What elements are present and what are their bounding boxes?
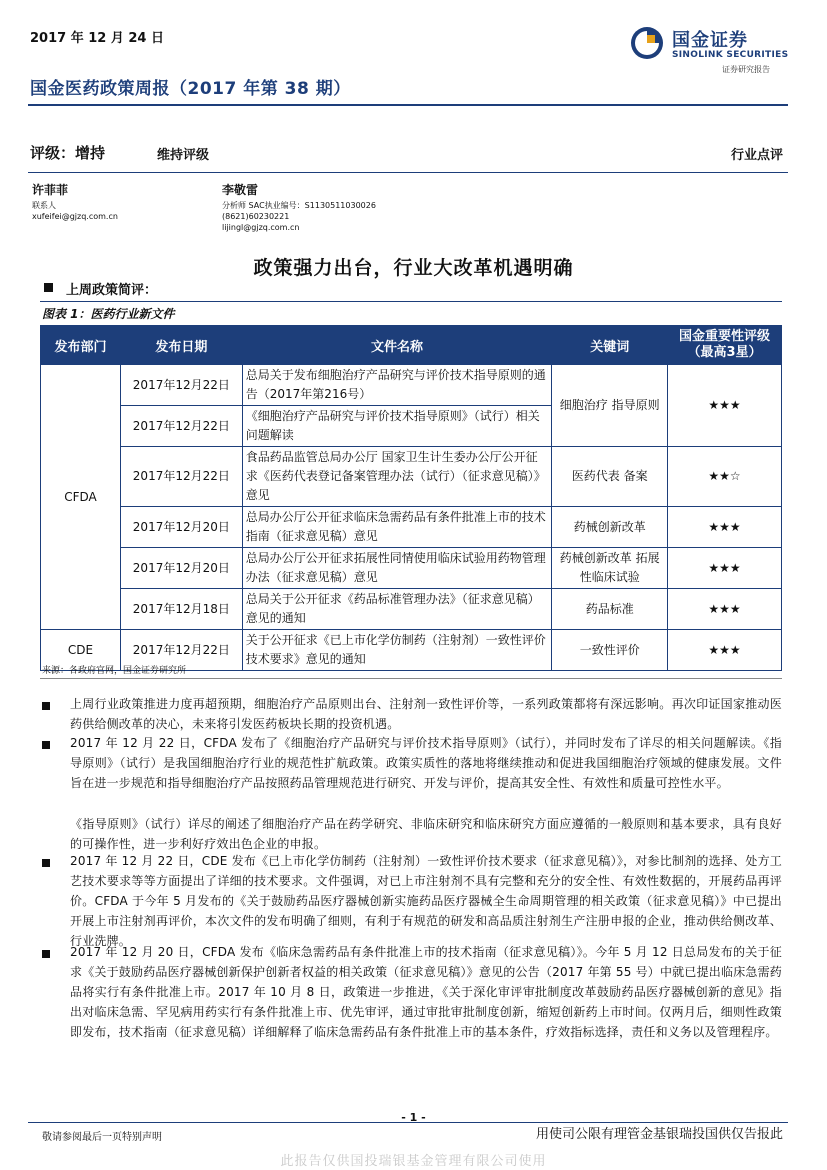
disclaimer-note: 敬请参阅最后一页特别声明	[42, 1132, 162, 1143]
col-header-date: 发布日期	[120, 326, 242, 365]
cell-date: 2017年12月22日	[120, 406, 242, 447]
rating-label: 评级：增持	[30, 144, 106, 162]
logo-name-en: SINOLINK SECURITIES	[672, 50, 789, 60]
bullet-icon	[42, 859, 50, 867]
watermark: 此报告仅供国投瑞银基金管理有限公司使用	[280, 1154, 547, 1169]
company-logo-icon	[630, 26, 664, 60]
analyst-phone: (8621)60230221	[222, 212, 290, 221]
analyst-name: 李敬雷	[222, 183, 259, 197]
body-paragraph: 2017 年 12 月 22 日，CDE 发布《已上市化学仿制药（注射剂）一致性评价技术要求（征求意见稿）》，对参比制剂的选择、处方工艺技术要求等等方面提出了详细的技术要求。文件强调，对已上市注射剂不具有完整和充分的安全性、有效性数据的，开展药品再评价。CFDA 于今年 5 月发布的《关于鼓励药品医疗器械创新实施药品医疗器械全生命周期管理的相关政策（征求意见稿）》中已提出开展上市注射剂再评价，本次文件的发布明确了细则，有利于有规范的研发和高品质注射剂生产注册申报的企业，推动供给侧改革、行业洗牌。	[70, 854, 782, 948]
cell-doc: 总局办公厅公开征求临床急需药品有条件批准上市的技术指南（征求意见稿）意见	[242, 507, 552, 548]
col-header-rating: 国金重要性评级（最高3星）	[668, 326, 782, 365]
cell-date: 2017年12月18日	[120, 589, 242, 630]
cell-doc: 《细胞治疗产品研究与评价技术指导原则》（试行）相关问题解读	[242, 406, 552, 447]
cell-keyword: 药品标准	[552, 589, 668, 630]
table-header-row	[41, 326, 782, 365]
cell-doc: 总局关于发布细胞治疗产品研究与评价技术指导原则的通告（2017年第216号）	[242, 365, 552, 406]
body-paragraph: 上周行业政策推进力度再超预期，细胞治疗产品原则出台、注射剂一致性评价等，一系列政策都将有深远影响。再次印证国家推动医药供给侧改革的决心，未来将引发医药板块长期的投资机遇。	[70, 697, 782, 731]
bullet-icon	[42, 950, 50, 958]
body-paragraph: 2017 年 12 月 22 日，CFDA 发布了《细胞治疗产品研究与评价技术指导原则》（试行），并同时发布了详尽的相关问题解读。《指导原则》（试行）是我国细胞治疗行业的规范性扩航政策。政策实质性的落地将继续推动和促进我国细胞治疗领域的健康发展。文件旨在进一步规范和指导细胞治疗产品按照药品管理规范进行研究、开发与评价，提高其安全性、有效性和质量可控性水平。	[70, 736, 782, 790]
table-row	[41, 507, 782, 548]
analyst-email[interactable]: lijingl@gjzq.com.cn	[222, 223, 300, 232]
logo-name-cn: 国金证券	[672, 30, 748, 51]
cell-keyword: 药械创新改革	[552, 507, 668, 548]
bullet-icon	[42, 741, 50, 749]
source-divider	[40, 678, 782, 679]
cell-rating: ★★☆	[668, 447, 782, 507]
cell-date: 2017年12月22日	[120, 365, 242, 406]
col-header-keyword: 关键词	[552, 326, 668, 365]
analyst-sac: 分析师 SAC执业编号：S1130511030026	[222, 201, 376, 210]
rating-change: 维持评级	[157, 148, 210, 163]
analyst-email[interactable]: xufeifei@gjzq.com.cn	[32, 212, 118, 221]
body-paragraph: 《指导原则》（试行）详尽的阐述了细胞治疗产品在药学研究、非临床研究和临床研究方面应遵循的一般原则和基本要求，具有良好的可操作性，进一步利好疗效出色企业的申报。	[70, 817, 782, 851]
cell-doc: 总局办公厅公开征求拓展性同情使用临床试验用药物管理办法（征求意见稿）意见	[242, 548, 552, 589]
analyst-role: 联系人	[32, 201, 56, 210]
company-logo	[630, 22, 790, 82]
col-header-dept: 发布部门	[41, 326, 121, 365]
headline: 政策强力出台，行业大改革机遇明确	[253, 257, 574, 279]
table-row	[41, 365, 782, 406]
policy-table	[40, 325, 782, 671]
analyst-name: 许菲菲	[32, 183, 69, 197]
cell-date: 2017年12月20日	[120, 507, 242, 548]
section-divider	[40, 301, 782, 302]
logo-tagline: 证券研究报告	[722, 65, 770, 74]
report-title: 国金医药政策周报（2017 年第 38 期）	[30, 79, 351, 99]
cell-keyword: 细胞治疗 指导原则	[552, 365, 668, 447]
rating-divider	[28, 172, 788, 173]
section-bullet-icon	[44, 283, 53, 292]
header-divider	[28, 104, 788, 106]
cell-keyword: 一致性评价	[552, 630, 668, 671]
analyst-lead	[222, 181, 376, 233]
cell-dept: CFDA	[41, 365, 121, 630]
body-paragraph: 2017 年 12 月 20 日，CFDA 发布《临床急需药品有条件批准上市的技术指南（征求意见稿）》。今年 5 月 12 日总局发布的关于征求《关于鼓励药品医疗器械创新保护创新者权益的相关政策（征求意见稿）》意见的公告（2017 年第 55 号）中就已提出临床急需药品将实行有条件批准上市。2017 年 10 月 8 日，政策进一步推进，《关于深化审评审批制度改革鼓励药品医疗器械创新的意见》指出对临床急需、罕见病用药实行有条件批准上市、优先审评，通过审批审批制度创新，缩短创新药上市时间。仅两月后，细则性政策即发布，技术指南（征求意见稿）详细解释了临床急需药品有条件批准上市的基本条件，疗效指标选择，责任和义务以及管理程序。	[70, 945, 782, 1039]
table-row	[41, 589, 782, 630]
section-title: 上周政策简评：	[66, 283, 158, 298]
cell-date: 2017年12月22日	[120, 630, 242, 671]
cell-date: 2017年12月22日	[120, 447, 242, 507]
cell-rating: ★★★	[668, 507, 782, 548]
cell-doc: 关于公开征求《已上市化学仿制药（注射剂）一致性评价技术要求》意见的通知	[242, 630, 552, 671]
analyst-contact	[32, 181, 118, 222]
cell-doc: 总局关于公开征求《药品标准管理办法》（征求意见稿）意见的通知	[242, 589, 552, 630]
cell-rating: ★★★	[668, 589, 782, 630]
cell-keyword: 医药代表 备案	[552, 447, 668, 507]
cell-doc: 食品药品监管总局办公厅 国家卫生计生委办公厅公开征求《医药代表登记备案管理办法（试行）（征求意见稿）》意见	[242, 447, 552, 507]
figure-caption: 图表 1：医药行业新文件	[42, 307, 175, 321]
report-type: 行业点评	[730, 148, 783, 163]
cell-rating: ★★★	[668, 365, 782, 447]
cell-rating: ★★★	[668, 548, 782, 589]
table-row	[41, 447, 782, 507]
cell-rating: ★★★	[668, 630, 782, 671]
table-row	[41, 548, 782, 589]
table-source: 来源：各政府官网，国金证券研究所	[42, 666, 187, 676]
col-header-doc: 文件名称	[242, 326, 552, 365]
cell-dept: CDE	[41, 630, 121, 671]
cell-keyword: 药械创新改革 拓展性临床试验	[552, 548, 668, 589]
distribution-note: 用使司公限有理管金基银瑞投国供仅告报此	[535, 1127, 783, 1142]
bullet-icon	[42, 702, 50, 710]
cell-date: 2017年12月20日	[120, 548, 242, 589]
page-number: - 1 -	[401, 1111, 426, 1124]
report-date: 2017 年 12 月 24 日	[30, 31, 164, 46]
